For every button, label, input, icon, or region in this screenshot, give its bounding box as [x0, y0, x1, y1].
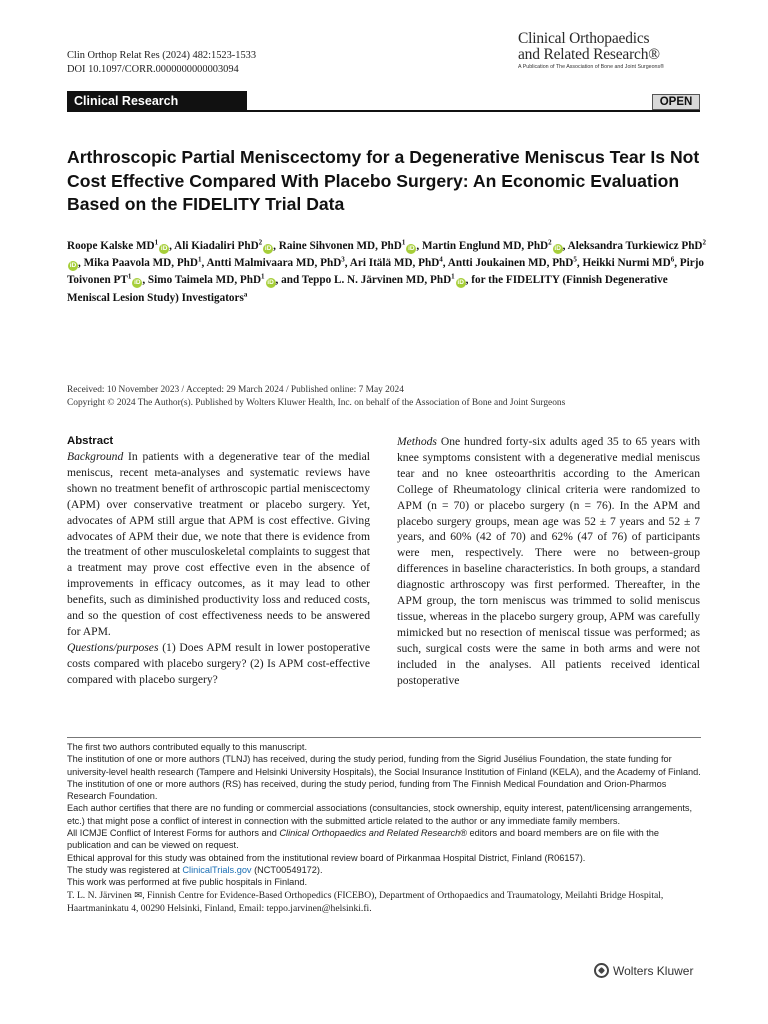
questions-text: (1) Does APM result in lower postoperative costs compared with placebo surgery? (2) Is APM cost-effective compared with placebo surgery? [67, 640, 370, 686]
registration-text-pre: The study was registered at [67, 864, 183, 875]
copyright-line: Copyright © 2024 The Author(s). Published by Wolters Kluwer Health, Inc. on behalf of the Association of Bone and Joint Surgeons [67, 398, 566, 408]
footnote-equal-contribution: The first two authors contributed equally to this manuscript. [67, 742, 308, 752]
footnote-registration [67, 864, 701, 876]
registration-text-post: (NCT00549172). [251, 864, 323, 875]
author-name: Simo Taimela MD, PhD [147, 274, 262, 287]
background-text: In patients with a degenerative tear of the medial meniscus, recent meta-analyses and systematic reviews have shown no treatment benefit of arthroscopic partial meniscectomy (APM) over conservative treatment or placebo surgery. Yet, advocates of APM still argue that APM is cost effective. Giving advocates of APM their due, we note that there is evidence from the treatment of other musculoskeletal complaints to suggest that a treatment may prove cost effective even in the absence of improvements in efficacy outcomes, as it may lead to other benefits, such as diminished productivity loss and reduced costs, and so the question of cost effectiveness needs to be answered for APM. [67, 450, 370, 638]
author-entry: Antti Malmivaara MD, PhD$^3$, [206, 255, 350, 270]
section-divider [67, 110, 700, 112]
author-affiliation: 1 [127, 272, 132, 281]
orcid-icon[interactable]: iD [134, 279, 141, 287]
citation-journal-line: Clin Orthop Relat Res (2024) 482:1523-1533 [67, 50, 257, 61]
author-entry: Ali Kiadaliri PhD$^2$iD , [174, 238, 279, 252]
footnote-hospitals: This work was performed at five public hospitals in Finland. [67, 877, 308, 888]
author-name: Heikki Nurmi MD [582, 257, 671, 270]
footnote-icmje [67, 827, 701, 852]
author-name: Raine Sihvonen MD, PhD [278, 240, 402, 252]
author-affiliation: a [243, 289, 248, 298]
abstract-methods [397, 434, 700, 689]
author-affiliation: 4 [439, 255, 443, 264]
author-name: Ali Kiadaliri PhD [174, 240, 259, 252]
abstract-heading: Abstract [67, 435, 114, 447]
author-affiliation: 5 [573, 255, 577, 264]
author-affiliation: 1 [451, 272, 455, 281]
journal-name-line2: and Related Research® [518, 46, 660, 63]
methods-text: One hundred forty-six adults aged 35 to 65 years with knee symptoms consistent with a degenerative medial meniscus tear and no knee osteoarthritis according to the American College of Rheumatology clinical criteria were randomized to APM (n = 70) or placebo surgery (n = 76). In the APM and placebo surgery groups, mean age was 52 ± 7 years and 52 ± 7 years, and 60% (42 of 70) and 62% (47 of 76) of participants were men, respectively. There were no between-group differences in baseline characteristics. In both groups, a standard diagnostic arthroscopy was first performed. Thereafter, in the APM group, the torn meniscus was trimmed to solid meniscus tissue, whereas in the placebo surgery group, APM was carefully mimicked but no resection of meniscal tissue was performed; as such, surgical costs were the same in both arms and were not included in the analyses. All patients received identical postoperative [397, 435, 700, 687]
orcid-icon[interactable]: iD [457, 279, 464, 287]
journal-subtitle: A Publication of The Association of Bone and Joint Surgeons® [518, 64, 665, 70]
background-label: Background [67, 450, 124, 463]
correspondence-address: T. L. N. Järvinen ✉, Finnish Centre for Evidence-Based Orthopedics (FICEBO), Department of Orthopaedics and Traumatology, Meilahti Bridge Hospital, Haartmaninkatu 4, 00290 Helsinki, Finland, Email: teppo.jarvinen@helsinki.fi. [67, 889, 664, 914]
orcid-icon[interactable]: iD [267, 279, 274, 287]
icmje-text-pre: All ICMJE Conflict of Interest Forms for authors and [67, 828, 280, 839]
author-name: for the FIDELITY (Finnish Degenerative Meniscal Lesion Study) Investigators [67, 274, 668, 304]
author-entry: Aleksandra Turkiewicz PhD$^2$iD , [69, 238, 707, 270]
author-name: Martin Englund MD, PhD [421, 240, 549, 252]
orcid-icon[interactable]: iD [408, 245, 415, 252]
footnotes-divider [67, 737, 701, 738]
open-access-badge: OPEN [652, 94, 700, 110]
author-name: Roope Kalske MD [67, 240, 155, 252]
footnotes [67, 741, 701, 915]
author-entry: Roope Kalske $MD^1iD$ , [67, 238, 175, 252]
publication-dates: Received: 10 November 2023 / Accepted: 29 March 2024 / Published online: 7 May 2024 [67, 385, 404, 395]
journal-logo [518, 31, 700, 70]
journal-name-line1: Clinical Orthopaedics [518, 30, 650, 47]
methods-label: Methods [397, 435, 437, 448]
author-affiliation: 6 [670, 255, 675, 264]
author-entry: Ari Itälä MD, PhD$^4$, [349, 255, 448, 270]
author-name: Aleksandra Turkiewicz PhD [567, 240, 703, 252]
orcid-icon[interactable]: iD [160, 245, 168, 252]
orcid-icon[interactable]: iD [69, 262, 77, 270]
author-name: Ari Itälä MD, PhD [349, 257, 440, 270]
abstract-column-right [397, 434, 700, 689]
author-affiliation: 3 [341, 255, 345, 264]
publisher-name: Wolters Kluwer [613, 963, 694, 978]
orcid-icon[interactable]: iD [554, 245, 561, 252]
author-affiliation: 2 [258, 238, 263, 247]
author-name: Antti Malmivaara MD, PhD [206, 257, 342, 270]
abstract-background [67, 449, 370, 640]
author-entry: and Teppo L. N. Järvinen MD, PhD$^1$iD , [281, 272, 472, 287]
article-title: Arthroscopic Partial Meniscectomy for a Degenerative Meniscus Tear Is Not Cost Effective Compared With Placebo Surgery: An Economic Evaluation Based on the FIDELITY Trial Data [67, 147, 700, 214]
author-entry: Heikki Nurmi $MD^6$, [582, 255, 680, 270]
author-affiliation: 1 [197, 255, 202, 264]
orcid-icon[interactable]: iD [264, 245, 272, 252]
citation-doi-line: DOI 10.1097/CORR.0000000000003094 [67, 64, 239, 75]
author-name: Mika Paavola MD, PhD [83, 257, 198, 270]
publisher-logo [594, 963, 693, 978]
author-entry: Raine Sihvonen MD, PhD$^1$iD , [278, 238, 422, 252]
abstract-column-left [67, 434, 370, 688]
author-affiliation: 2 [702, 238, 707, 247]
author-affiliation: 1 [261, 272, 265, 281]
author-affiliation: 1 [401, 238, 406, 247]
abstract-questions [67, 640, 370, 688]
footnote-ethics: Ethical approval for this study was obtained from the institutional review board of Pirkanmaa Hospital District, Finland (R06157). [67, 852, 586, 863]
questions-label: Questions/purposes [67, 640, 159, 654]
icmje-journal-name: Clinical Orthopaedics and Related Research [279, 828, 461, 839]
clinicaltrials-link[interactable]: ClinicalTrials.gov [182, 864, 252, 875]
author-name: Antti Joukainen MD, PhD [447, 257, 574, 270]
author-entry: Antti Joukainen MD, PhD$^5$, [447, 255, 583, 270]
footnote-funding: The institution of one or more authors (TLNJ) has received, during the study period, funding from the Sigrid Jusélius Foundation, the state funding for university-level health research (Tampere and Helsinki University Hospitals), the Social Insurance Institution of Finland (KELA), and the Academy of Finland. The institution of one or more authors (RS) has received, during the study period, funding from The Finnish Medical Foundation and Orion-Pharmos Research Foundation. [67, 754, 701, 802]
footnote-conflicts: Each author certifies that there are no funding or commercial associations (consultancies, stock ownership, equity interest, patent/licensing arrangements, etc.) that might pose a conflict of interest in connection with the submitted article related to the author or any immediate family members. [67, 803, 693, 826]
author-entry: Pirjo Toivonen $PT^1iD$ , [67, 257, 705, 287]
author-name: and Teppo L. N. Järvinen MD, PhD [281, 274, 452, 287]
wolters-kluwer-logo-icon [594, 963, 609, 978]
author-affiliation: 1 [154, 238, 159, 247]
citation-block [67, 49, 256, 77]
author-name: Pirjo Toivonen PT [67, 257, 705, 287]
author-affiliation: 2 [548, 238, 552, 247]
author-entry: Simo Taimela MD, PhD$^1$iD , [147, 272, 282, 287]
icmje-text-post: ® editors and board members are on file with the publication and can be viewed on request. [67, 828, 660, 851]
section-label: Clinical Research [67, 91, 247, 111]
author-entry: Martin Englund MD, PhD$^2$iD , [421, 238, 568, 252]
author-entry: Mika Paavola MD, PhD$^1$, [83, 255, 207, 270]
author-list [67, 238, 707, 307]
